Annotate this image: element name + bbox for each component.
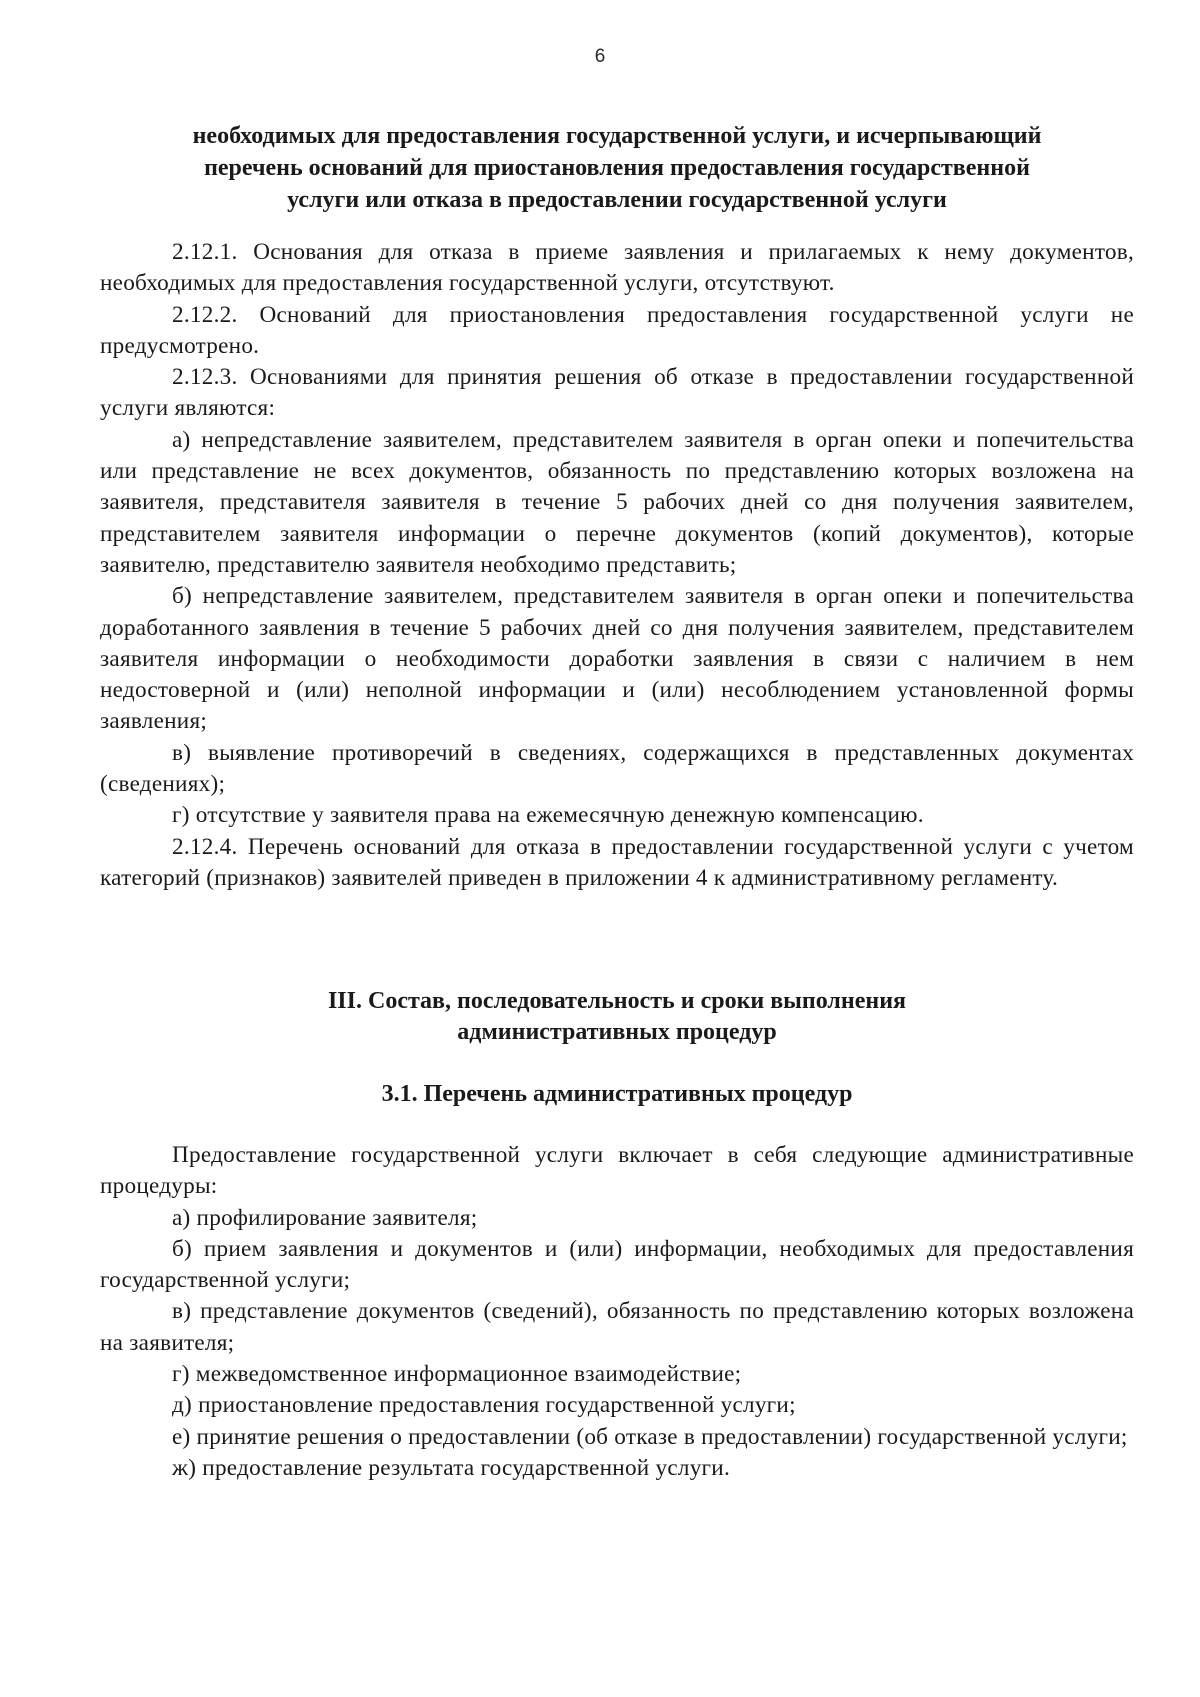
list-item-g: г) межведомственное информационное взаимодействие;: [172, 1361, 742, 1388]
section-2-12-body: [100, 237, 1134, 894]
page-number: 6: [594, 46, 606, 67]
section-3-1-title: 3.1. Перечень административных процедур: [381, 1081, 853, 1107]
paragraph-2-12-2: 2.12.2. Оснований для приостановления предоставления государственной услуги не предусмотрено.: [100, 301, 1134, 359]
heading-line: услуги или отказа в предоставлении государственной услуги: [287, 187, 947, 213]
list-item-v: в) представление документов (сведений), обязанность по представлению которых возложена на заявителя;: [100, 1298, 1134, 1356]
section-3-title-line: административных процедур: [457, 1019, 777, 1045]
paragraph-3-1-intro: Предоставление государственной услуги включает в себя следующие административные процедуры:: [100, 1142, 1134, 1200]
list-item-a: а) непредставление заявителем, представителем заявителя в орган опеки и попечительства или представление не всех документов, обязанность по представлению которых возложена на заявителя, представителя заявителя в течение 5 рабочих дней со дня получения заявителем, представителем заявителя информации о перечне документов (копий документов), которые заявителю, представителю заявителя необходимо представить;: [100, 426, 1134, 578]
section-3-title-line: III. Состав, последовательность и сроки выполнения: [327, 988, 907, 1014]
list-item-e: е) принятие решения о предоставлении (об отказе в предоставлении) государственной услуги;: [172, 1423, 1128, 1450]
paragraph-2-12-3: 2.12.3. Основаниями для принятия решения об отказе в предоставлении государственной услуги являются:: [100, 364, 1134, 422]
paragraph-2-12-1: 2.12.1. Основания для отказа в приеме заявления и прилагаемых к нему документов, необходимых для предоставления государственной услуги, отсутствуют.: [100, 239, 1134, 297]
section-heading-2-12: [100, 120, 1134, 216]
heading-line: необходимых для предоставления государственной услуги, и исчерпывающий: [192, 123, 1042, 149]
section-3-1-body: [100, 1140, 1134, 1484]
list-item-v: в) выявление противоречий в сведениях, содержащихся в представленных документах (сведениях);: [100, 739, 1134, 798]
heading-line: перечень оснований для приостановления предоставления государственной: [204, 155, 1030, 181]
paragraph-2-12-4: 2.12.4. Перечень оснований для отказа в предоставлении государственной услуги с учетом категорий (признаков) заявителей приведен в приложении 4 к административному регламенту.: [100, 833, 1134, 891]
list-item-zh: ж) предоставление результата государственной услуги.: [172, 1454, 731, 1481]
list-item-b: б) прием заявления и документов и (или) информации, необходимых для предоставления государственной услуги;: [100, 1235, 1134, 1294]
list-item-g: г) отсутствие у заявителя права на ежемесячную денежную компенсацию.: [172, 802, 924, 829]
list-item-d: д) приостановление предоставления государственной услуги;: [172, 1392, 796, 1419]
section-3-1-heading: [100, 1079, 1134, 1110]
section-3-heading: [100, 986, 1134, 1048]
list-item-b: б) непредставление заявителем, представителем заявителя в орган опеки и попечительства доработанного заявления в течение 5 рабочих дней со дня получения заявителем, представителем заявителя информации о необходимости доработки заявления в связи с наличием в нем недостоверной и (или) неполной информации и (или) несоблюдением установленной формы заявления;: [100, 583, 1134, 735]
list-item-a: а) профилирование заявителя;: [172, 1204, 478, 1231]
